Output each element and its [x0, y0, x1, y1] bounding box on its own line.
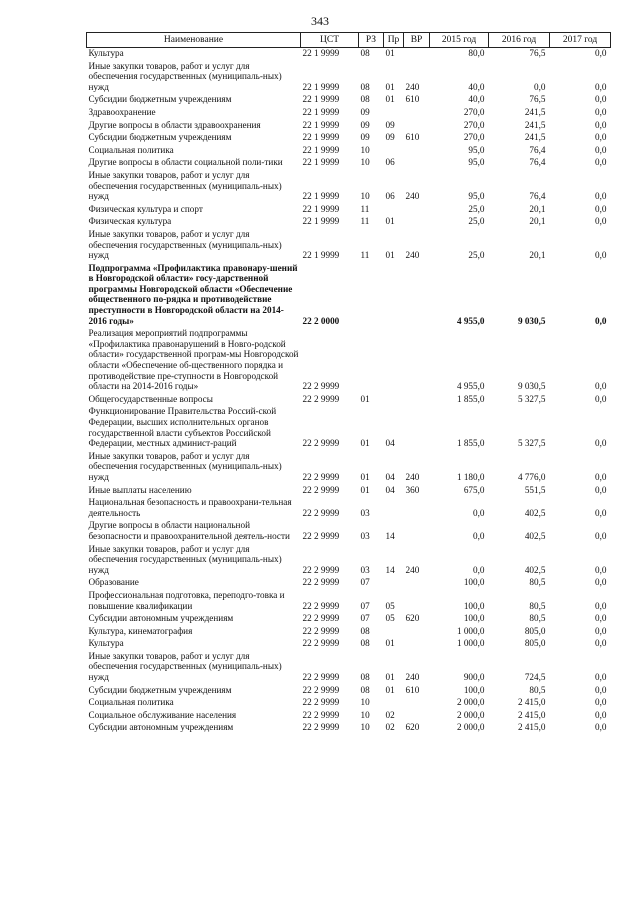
row-2015: 1 855,0 — [456, 393, 485, 404]
table-row — [87, 263, 611, 329]
row-name: Другие вопросы в области социальной поли-тики — [88, 157, 283, 168]
row-cst: 22 2 9999 — [302, 438, 340, 449]
row-2017: 0,0 — [595, 250, 607, 261]
row-cst: 22 2 9999 — [302, 709, 340, 720]
row-2015: 100,0 — [463, 577, 485, 588]
row-2017: 0,0 — [595, 684, 607, 695]
row-rz: 01 — [360, 438, 370, 449]
row-vr — [404, 590, 430, 613]
table-row — [87, 638, 611, 651]
row-rz: 08 — [360, 81, 370, 92]
row-2016: 80,5 — [529, 613, 546, 624]
row-vr — [404, 394, 430, 407]
row-rz — [359, 263, 384, 329]
row-2015: 1 000,0 — [456, 638, 485, 649]
row-name: Физическая культура — [88, 216, 172, 227]
row-rz: 11 — [360, 216, 370, 227]
row-name: Национальная безопасность и правоохрани-тельная деятельность — [88, 497, 292, 518]
row-name: Иные выплаты населению — [88, 484, 192, 495]
row-2017: 0,0 — [595, 132, 607, 143]
row-name: Здравоохранение — [88, 106, 156, 117]
row-2015: 100,0 — [463, 600, 485, 611]
row-2017: 0,0 — [595, 48, 607, 58]
row-vr: 240 — [405, 191, 420, 202]
row-rz: 08 — [360, 625, 370, 636]
row-rz: 01 — [360, 393, 370, 404]
row-name: Субсидии бюджетным учреждениям — [88, 132, 232, 143]
row-2016: 0,0 — [534, 81, 546, 92]
row-name: Иные закупки товаров, работ и услуг для обеспечения государственных (муниципаль-ных) нужд — [88, 450, 282, 482]
row-pr: 01 — [385, 684, 395, 695]
table-row — [87, 544, 611, 578]
header-rz: РЗ — [359, 33, 384, 48]
row-2017: 0,0 — [595, 672, 607, 683]
row-rz: 01 — [360, 471, 370, 482]
row-pr: 05 — [385, 613, 395, 624]
row-2015: 270,0 — [463, 119, 485, 130]
row-cst: 22 2 9999 — [302, 393, 340, 404]
row-2016: 4 776,0 — [517, 471, 546, 482]
row-2016: 241,5 — [524, 119, 546, 130]
row-2015: 40,0 — [468, 81, 485, 92]
table-row — [87, 132, 611, 145]
table-row — [87, 722, 611, 735]
row-cst: 22 1 9999 — [302, 132, 340, 143]
row-2017: 0,0 — [595, 393, 607, 404]
row-2016: 76,4 — [529, 191, 546, 202]
row-pr — [384, 626, 404, 639]
row-pr — [384, 263, 404, 329]
row-2015: 2 000,0 — [456, 722, 485, 733]
table-row — [87, 48, 611, 61]
row-pr: 04 — [385, 438, 395, 449]
row-rz: 09 — [360, 132, 370, 143]
row-vr — [404, 263, 430, 329]
row-2017: 0,0 — [595, 722, 607, 733]
row-name: Иные закупки товаров, работ и услуг для обеспечения государственных (муниципаль-ных) нужд — [88, 169, 282, 202]
row-rz: 11 — [360, 250, 370, 261]
row-2016: 9 030,5 — [517, 381, 546, 392]
row-vr — [404, 204, 430, 217]
row-2017: 0,0 — [595, 144, 607, 155]
row-pr — [384, 497, 404, 520]
row-2016: 20,1 — [529, 250, 546, 261]
row-2017: 0,0 — [595, 507, 607, 518]
row-2016: 402,5 — [524, 564, 546, 575]
row-vr — [404, 710, 430, 723]
row-2015: 100,0 — [463, 684, 485, 695]
row-cst: 22 1 9999 — [302, 119, 340, 130]
row-cst: 22 2 9999 — [302, 471, 340, 482]
row-2015: 1 000,0 — [456, 625, 485, 636]
row-cst: 22 2 9999 — [302, 684, 340, 695]
row-2015: 0,0 — [473, 507, 485, 518]
row-rz — [359, 328, 384, 394]
row-2015: 4 955,0 — [456, 315, 485, 326]
row-2015: 0,0 — [473, 564, 485, 575]
row-2017: 0,0 — [595, 203, 607, 214]
row-pr: 14 — [385, 530, 395, 541]
row-name: Социальная политика — [88, 697, 174, 708]
table-row — [87, 577, 611, 590]
row-rz: 08 — [360, 94, 370, 105]
header-vr: ВР — [404, 33, 430, 48]
row-2017: 0,0 — [595, 484, 607, 495]
table-row — [87, 590, 611, 613]
row-2016: 724,5 — [524, 672, 546, 683]
budget-table — [86, 32, 611, 735]
row-rz: 10 — [360, 144, 370, 155]
row-vr: 610 — [405, 684, 420, 695]
row-vr: 360 — [405, 484, 420, 495]
row-pr — [384, 394, 404, 407]
row-pr: 01 — [385, 672, 395, 683]
row-rz: 10 — [360, 191, 370, 202]
row-2015: 4 955,0 — [456, 381, 485, 392]
row-rz: 07 — [360, 600, 370, 611]
row-pr — [384, 107, 404, 120]
row-2017: 0,0 — [595, 438, 607, 449]
table-row — [87, 613, 611, 626]
row-vr — [404, 520, 430, 543]
table-row — [87, 216, 611, 229]
table-row — [87, 406, 611, 450]
row-2017: 0,0 — [595, 709, 607, 720]
row-vr — [404, 626, 430, 639]
row-rz: 03 — [360, 530, 370, 541]
row-cst: 22 2 9999 — [302, 672, 340, 683]
row-2015: 40,0 — [468, 94, 485, 105]
row-cst: 22 2 9999 — [302, 507, 340, 518]
row-2016: 80,5 — [529, 577, 546, 588]
row-name: Образование — [88, 577, 139, 588]
row-name: Культура — [88, 638, 124, 649]
row-pr: 01 — [385, 216, 395, 227]
row-name: Иные закупки товаров, работ и услуг для обеспечения государственных (муниципаль-ных) нужд — [88, 228, 282, 261]
row-pr: 06 — [385, 157, 395, 168]
row-cst: 22 1 9999 — [302, 157, 340, 168]
row-cst: 22 1 9999 — [302, 203, 340, 214]
table-row — [87, 451, 611, 485]
row-name: Субсидии автономным учреждениям — [88, 613, 234, 624]
row-pr — [384, 328, 404, 394]
row-rz: 08 — [360, 638, 370, 649]
row-pr: 01 — [385, 81, 395, 92]
row-2017: 0,0 — [595, 697, 607, 708]
row-2016: 5 327,5 — [517, 393, 546, 404]
row-2017: 0,0 — [595, 471, 607, 482]
row-2017: 0,0 — [595, 564, 607, 575]
row-2016: 402,5 — [524, 507, 546, 518]
table-row — [87, 626, 611, 639]
row-name: Культура, кинематография — [88, 625, 193, 636]
row-pr — [384, 697, 404, 710]
row-pr: 02 — [385, 709, 395, 720]
table-row — [87, 497, 611, 520]
row-vr: 610 — [405, 132, 420, 143]
row-2016: 2 415,0 — [517, 709, 546, 720]
row-cst: 22 2 9999 — [302, 697, 340, 708]
row-vr: 240 — [405, 81, 420, 92]
row-name: Другие вопросы в области здравоохранения — [88, 119, 261, 130]
row-2016: 2 415,0 — [517, 697, 546, 708]
row-2015: 25,0 — [468, 216, 485, 227]
row-name: Физическая культура и спорт — [88, 203, 203, 214]
row-cst: 22 1 9999 — [302, 106, 340, 117]
row-vr — [404, 577, 430, 590]
row-2015: 25,0 — [468, 250, 485, 261]
row-2017: 0,0 — [595, 613, 607, 624]
row-cst: 22 2 9999 — [302, 484, 340, 495]
table-row — [87, 520, 611, 543]
row-pr: 04 — [385, 471, 395, 482]
row-rz: 10 — [360, 722, 370, 733]
row-cst: 22 1 9999 — [302, 144, 340, 155]
table-row — [87, 145, 611, 158]
row-vr — [404, 697, 430, 710]
row-2017: 0,0 — [595, 94, 607, 105]
table-row — [87, 204, 611, 217]
row-rz: 08 — [360, 672, 370, 683]
row-2015: 80,0 — [468, 48, 485, 58]
row-cst: 22 2 9999 — [302, 625, 340, 636]
row-cst: 22 1 9999 — [302, 216, 340, 227]
row-name: Культура — [88, 48, 124, 58]
page-number: 343 — [311, 14, 329, 28]
row-cst: 22 2 9999 — [302, 577, 340, 588]
table-row — [87, 229, 611, 263]
table-row — [87, 107, 611, 120]
table-row — [87, 94, 611, 107]
table-row — [87, 157, 611, 170]
row-2015: 1 855,0 — [456, 438, 485, 449]
row-2015: 675,0 — [463, 484, 485, 495]
row-vr — [404, 638, 430, 651]
row-cst: 22 2 9999 — [302, 564, 340, 575]
row-name: Функционирование Правительства Россий-ской Федерации, высших исполнительных органов государственной власти субъектов Российской Федерации, местных админист-раций — [88, 406, 277, 449]
row-cst: 22 2 9999 — [302, 613, 340, 624]
row-2016: 402,5 — [524, 530, 546, 541]
row-vr: 610 — [405, 94, 420, 105]
row-name: Профессиональная подготовка, переподго-товка и повышение квалификации — [88, 589, 285, 611]
table-row — [87, 394, 611, 407]
row-pr — [384, 145, 404, 158]
row-cst: 22 2 9999 — [302, 381, 340, 392]
row-rz: 08 — [360, 48, 370, 58]
row-2015: 0,0 — [473, 530, 485, 541]
row-cst: 22 2 0000 — [302, 315, 340, 326]
row-2016: 76,5 — [529, 94, 546, 105]
row-2016: 76,4 — [529, 144, 546, 155]
table-row — [87, 61, 611, 95]
table-row — [87, 485, 611, 498]
row-2015: 2 000,0 — [456, 709, 485, 720]
table-row — [87, 651, 611, 685]
row-name: Общегосударственные вопросы — [88, 393, 213, 404]
row-2015: 1 180,0 — [456, 471, 485, 482]
row-pr — [384, 577, 404, 590]
row-pr — [384, 204, 404, 217]
row-name: Субсидии бюджетным учреждениям — [88, 684, 232, 695]
row-vr: 240 — [405, 471, 420, 482]
row-2015: 2 000,0 — [456, 697, 485, 708]
row-name: Субсидии автономным учреждениям — [88, 722, 234, 733]
row-2017: 0,0 — [595, 625, 607, 636]
row-pr: 01 — [385, 94, 395, 105]
row-2015: 95,0 — [468, 144, 485, 155]
row-rz: 01 — [360, 484, 370, 495]
header-cst: ЦСТ — [301, 33, 359, 48]
header-pr: Пр — [384, 33, 404, 48]
row-rz: 10 — [360, 709, 370, 720]
row-2017: 0,0 — [595, 106, 607, 117]
row-2015: 25,0 — [468, 203, 485, 214]
row-vr: 620 — [405, 722, 420, 733]
row-2016: 9 030,5 — [517, 315, 546, 326]
row-rz: 08 — [360, 684, 370, 695]
row-rz: 09 — [360, 119, 370, 130]
row-2016: 241,5 — [524, 106, 546, 117]
row-rz: 07 — [360, 613, 370, 624]
row-pr: 01 — [385, 48, 395, 58]
row-vr — [404, 497, 430, 520]
row-vr — [404, 216, 430, 229]
row-cst: 22 1 9999 — [302, 250, 340, 261]
row-vr: 240 — [405, 672, 420, 683]
row-pr: 06 — [385, 191, 395, 202]
table-row — [87, 120, 611, 133]
row-vr — [404, 120, 430, 133]
row-name: Иные закупки товаров, работ и услуг для обеспечения государственных (муниципаль-ных) нужд — [88, 60, 282, 92]
row-vr — [404, 406, 430, 450]
row-cst: 22 1 9999 — [302, 191, 340, 202]
row-cst: 22 2 9999 — [302, 722, 340, 733]
row-rz: 03 — [360, 507, 370, 518]
row-name: Другие вопросы в области национальной безопасности и правоохранительной деятель-ности — [88, 520, 290, 541]
row-2017: 0,0 — [595, 315, 607, 326]
row-2015: 95,0 — [468, 157, 485, 168]
row-vr — [404, 328, 430, 394]
row-name: Социальная политика — [88, 144, 174, 155]
table-row — [87, 170, 611, 204]
row-rz: 03 — [360, 564, 370, 575]
row-pr: 01 — [385, 250, 395, 261]
row-2017: 0,0 — [595, 191, 607, 202]
row-rz: 10 — [360, 157, 370, 168]
row-cst: 22 1 9999 — [302, 81, 340, 92]
row-2016: 76,5 — [529, 48, 546, 58]
row-cst: 22 1 9999 — [302, 94, 340, 105]
row-2017: 0,0 — [595, 638, 607, 649]
row-name: Иные закупки товаров, работ и услуг для обеспечения государственных (муниципаль-ных) нужд — [88, 543, 282, 575]
row-pr: 04 — [385, 484, 395, 495]
table-row — [87, 697, 611, 710]
row-2017: 0,0 — [595, 81, 607, 92]
row-2017: 0,0 — [595, 216, 607, 227]
row-name: Субсидии бюджетным учреждениям — [88, 94, 232, 105]
row-2015: 270,0 — [463, 132, 485, 143]
row-2015: 100,0 — [463, 613, 485, 624]
row-rz: 07 — [360, 577, 370, 588]
header-2015: 2015 год — [430, 33, 489, 48]
row-2015: 270,0 — [463, 106, 485, 117]
row-2017: 0,0 — [595, 577, 607, 588]
row-2016: 20,1 — [529, 216, 546, 227]
row-cst: 22 1 9999 — [302, 48, 340, 58]
row-2017: 0,0 — [595, 530, 607, 541]
row-2016: 20,1 — [529, 203, 546, 214]
row-pr: 09 — [385, 119, 395, 130]
row-vr — [404, 107, 430, 120]
row-2015: 900,0 — [463, 672, 485, 683]
row-pr: 02 — [385, 722, 395, 733]
row-2017: 0,0 — [595, 600, 607, 611]
row-2016: 76,4 — [529, 157, 546, 168]
row-2016: 805,0 — [524, 625, 546, 636]
row-cst: 22 2 9999 — [302, 638, 340, 649]
row-name: Социальное обслуживание населения — [88, 709, 237, 720]
row-vr: 620 — [405, 613, 420, 624]
row-2016: 80,5 — [529, 684, 546, 695]
table-header-row — [87, 33, 611, 48]
row-name: Иные закупки товаров, работ и услуг для обеспечения государственных (муниципаль-ных) нужд — [88, 650, 282, 683]
row-2016: 805,0 — [524, 638, 546, 649]
row-vr: 240 — [405, 250, 420, 261]
header-2016: 2016 год — [489, 33, 550, 48]
table-row — [87, 685, 611, 698]
row-2016: 80,5 — [529, 600, 546, 611]
table-body — [87, 48, 611, 736]
row-vr — [404, 145, 430, 158]
row-2017: 0,0 — [595, 119, 607, 130]
row-2017: 0,0 — [595, 381, 607, 392]
header-name: Наименование — [87, 33, 301, 48]
row-name: Подпрограмма «Профилактика правонару-шений в Новгородской области» госу-дарственной программы Новгородской области «Обеспечение общественного по-рядка и противодействие преступности в Новгородской области на 2014-2016 годы» — [88, 262, 298, 326]
row-2016: 241,5 — [524, 132, 546, 143]
row-2016: 5 327,5 — [517, 438, 546, 449]
row-2016: 551,5 — [524, 484, 546, 495]
table-row — [87, 710, 611, 723]
row-rz: 09 — [360, 106, 370, 117]
row-2015: 95,0 — [468, 191, 485, 202]
row-2016: 2 415,0 — [517, 722, 546, 733]
row-vr: 240 — [405, 564, 420, 575]
row-pr: 05 — [385, 600, 395, 611]
table-row — [87, 328, 611, 394]
row-cst: 22 2 9999 — [302, 600, 340, 611]
row-vr — [404, 48, 430, 61]
row-2017: 0,0 — [595, 157, 607, 168]
row-cst: 22 2 9999 — [302, 530, 340, 541]
row-pr: 01 — [385, 638, 395, 649]
row-pr: 14 — [385, 564, 395, 575]
row-name: Реализация мероприятий подпрограммы «Профилактика правонарушений в Новго-родской области» государственной програм-мы Новгородской области «Обеспечение об-щественного порядка и противодействие пре-ступности в Новгородской области на 2014-2016 годы» — [88, 328, 299, 392]
header-2017: 2017 год — [550, 33, 611, 48]
row-vr — [404, 157, 430, 170]
row-rz: 10 — [360, 697, 370, 708]
row-pr: 09 — [385, 132, 395, 143]
row-rz: 11 — [360, 203, 370, 214]
